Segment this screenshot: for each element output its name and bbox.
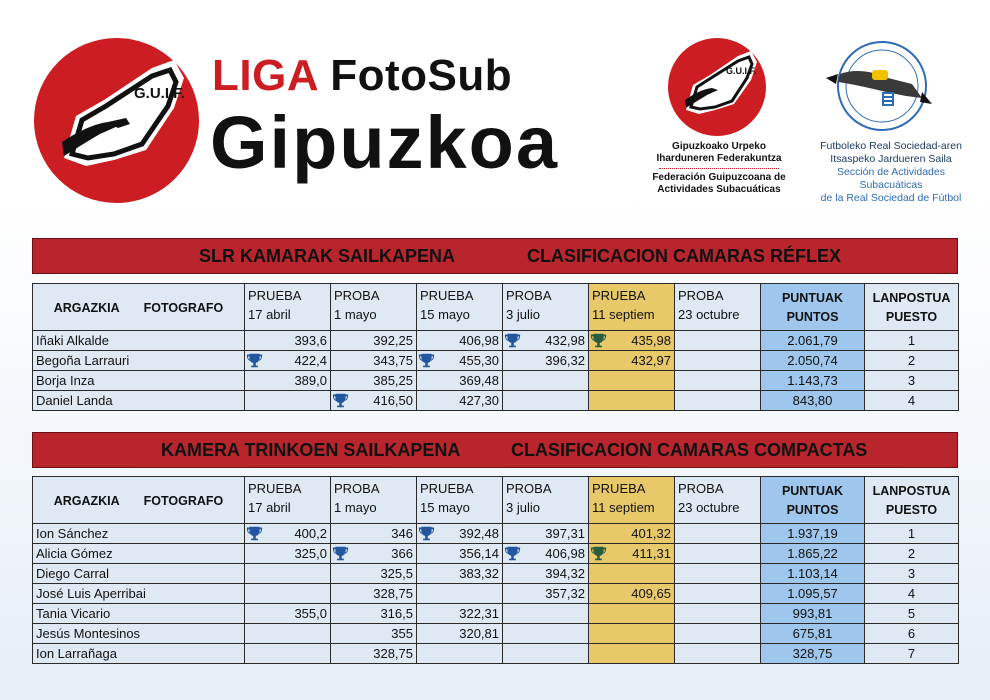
- fotosub-word: FotoSub: [330, 51, 513, 100]
- score-cell: 392,25: [331, 331, 417, 351]
- total-points: 2.061,79: [761, 331, 865, 351]
- trophy-icon: [418, 352, 435, 369]
- score-cell: [589, 624, 675, 644]
- table-row: [33, 331, 959, 351]
- score-cell: 406,98: [417, 331, 503, 351]
- trophy-icon: [332, 545, 349, 562]
- slr-header-row: [33, 284, 959, 331]
- score-cell: 432,98: [503, 331, 589, 351]
- score-cell: [245, 391, 331, 411]
- score-cell: [503, 391, 589, 411]
- slr-title-spanish: CLASIFICACION CAMARAS RÉFLEX: [527, 246, 841, 266]
- score-cell: 397,31: [503, 524, 589, 544]
- score-cell: 406,98: [503, 544, 589, 564]
- round-1-header: PRUEBA 17 abril: [245, 477, 331, 524]
- league-title: [212, 52, 512, 100]
- total-points: 1.143,73: [761, 371, 865, 391]
- score-cell: 357,32: [503, 584, 589, 604]
- score-cell: 316,5: [331, 604, 417, 624]
- score-cell: 366: [331, 544, 417, 564]
- score-cell: [675, 544, 761, 564]
- score-cell: [675, 604, 761, 624]
- total-points: 1.937,19: [761, 524, 865, 544]
- round-2-header: PROBA 1 mayo: [331, 284, 417, 331]
- total-points: 2.050,74: [761, 351, 865, 371]
- photographer-name: Ion Sánchez: [33, 524, 245, 544]
- score-cell: [503, 604, 589, 624]
- trophy-icon: [246, 525, 263, 542]
- score-cell: 346: [331, 524, 417, 544]
- score-cell: 427,30: [417, 391, 503, 411]
- trophy-icon: [332, 392, 349, 409]
- total-points: 1.103,14: [761, 564, 865, 584]
- score-cell: [417, 644, 503, 664]
- score-cell: 355: [331, 624, 417, 644]
- round-5-header: PRUEBA 11 septiem: [589, 477, 675, 524]
- round-5-header: PRUEBA 11 septiem: [589, 284, 675, 331]
- score-cell: [675, 351, 761, 371]
- trophy-icon: [504, 545, 521, 562]
- total-points: 675,81: [761, 624, 865, 644]
- trophy-icon: [418, 525, 435, 542]
- position-value: 1: [865, 331, 959, 351]
- score-cell: [589, 644, 675, 664]
- trophy-icon: [590, 332, 607, 349]
- compact-section-banner: [32, 432, 958, 468]
- table-row: [33, 644, 959, 664]
- score-cell: [245, 584, 331, 604]
- position-value: 3: [865, 564, 959, 584]
- total-points: 1.095,57: [761, 584, 865, 604]
- score-cell: 383,32: [417, 564, 503, 584]
- score-cell: [503, 644, 589, 664]
- slr-title-basque: SLR KAMARAK SAILKAPENA: [199, 246, 455, 266]
- slr-ranking-table: [32, 283, 959, 411]
- photographer-name: Alicia Gómez: [33, 544, 245, 564]
- position-value: 6: [865, 624, 959, 644]
- table-row: [33, 371, 959, 391]
- score-cell: 328,75: [331, 644, 417, 664]
- score-cell: 320,81: [417, 624, 503, 644]
- score-cell: [675, 624, 761, 644]
- table-row: [33, 391, 959, 411]
- score-cell: 325,0: [245, 544, 331, 564]
- score-cell: [417, 584, 503, 604]
- photographer-column-header: ARGAZKIA FOTOGRAFO: [33, 477, 245, 524]
- score-cell: [503, 624, 589, 644]
- total-points: 993,81: [761, 604, 865, 624]
- photographer-column-header: ARGAZKIA FOTOGRAFO: [33, 284, 245, 331]
- score-cell: [589, 391, 675, 411]
- score-cell: [675, 644, 761, 664]
- federation-logo: [668, 38, 766, 136]
- score-cell: 394,32: [503, 564, 589, 584]
- score-cell: 411,31: [589, 544, 675, 564]
- region-title: Gipuzkoa: [210, 101, 560, 184]
- score-cell: [675, 371, 761, 391]
- position-value: 2: [865, 544, 959, 564]
- position-value: 4: [865, 584, 959, 604]
- liga-word: LIGA: [212, 51, 318, 100]
- photographer-name: Begoña Larrauri: [33, 351, 245, 371]
- photographer-name: José Luis Aperribai: [33, 584, 245, 604]
- photographer-name: Borja Inza: [33, 371, 245, 391]
- score-cell: [245, 644, 331, 664]
- score-cell: 393,6: [245, 331, 331, 351]
- table-row: [33, 584, 959, 604]
- score-cell: 432,97: [589, 351, 675, 371]
- score-cell: [675, 524, 761, 544]
- round-3-header: PRUEBA 15 mayo: [417, 477, 503, 524]
- score-cell: 355,0: [245, 604, 331, 624]
- score-cell: [589, 564, 675, 584]
- round-3-header: PRUEBA 15 mayo: [417, 284, 503, 331]
- svg-text:G.U.I.F.: G.U.I.F.: [726, 66, 757, 76]
- score-cell: 422,4: [245, 351, 331, 371]
- federation-name: Gipuzkoako Urpeko Iharduneren Federakuntza Federación Guipuzcoana de Actividades Subacuáticas: [652, 141, 786, 195]
- trophy-icon: [590, 545, 607, 562]
- photographer-name: Ion Larrañaga: [33, 644, 245, 664]
- score-cell: [589, 604, 675, 624]
- score-cell: [675, 391, 761, 411]
- points-header: PUNTUAK PUNTOS: [761, 284, 865, 331]
- total-points: 843,80: [761, 391, 865, 411]
- table-row: [33, 524, 959, 544]
- score-cell: 416,50: [331, 391, 417, 411]
- score-cell: 392,48: [417, 524, 503, 544]
- position-value: 2: [865, 351, 959, 371]
- position-value: 7: [865, 644, 959, 664]
- trophy-icon: [504, 332, 521, 349]
- score-cell: [675, 584, 761, 604]
- photographer-name: Iñaki Alkalde: [33, 331, 245, 351]
- position-value: 4: [865, 391, 959, 411]
- table-row: [33, 604, 959, 624]
- round-4-header: PROBA 3 julio: [503, 477, 589, 524]
- round-2-header: PROBA 1 mayo: [331, 477, 417, 524]
- score-cell: 385,25: [331, 371, 417, 391]
- position-header: LANPOSTUA PUESTO: [865, 284, 959, 331]
- score-cell: 401,32: [589, 524, 675, 544]
- table-row: [33, 544, 959, 564]
- compact-header-row: [33, 477, 959, 524]
- real-sociedad-diver-logo: [822, 38, 934, 134]
- score-cell: [503, 371, 589, 391]
- score-cell: 400,2: [245, 524, 331, 544]
- round-1-header: PRUEBA 17 abril: [245, 284, 331, 331]
- guif-logo: [34, 38, 199, 203]
- federation-divider: [659, 168, 779, 169]
- position-value: 1: [865, 524, 959, 544]
- score-cell: 322,31: [417, 604, 503, 624]
- table-row: [33, 564, 959, 584]
- total-points: 328,75: [761, 644, 865, 664]
- total-points: 1.865,22: [761, 544, 865, 564]
- round-6-header: PROBA 23 octubre: [675, 477, 761, 524]
- trophy-icon: [246, 352, 263, 369]
- score-cell: 389,0: [245, 371, 331, 391]
- table-row: [33, 351, 959, 371]
- slr-section-banner: [32, 238, 958, 274]
- score-cell: 396,32: [503, 351, 589, 371]
- photographer-name: Jesús Montesinos: [33, 624, 245, 644]
- compact-title-spanish: CLASIFICACION CAMARAS COMPACTAS: [511, 440, 868, 460]
- table-row: [33, 624, 959, 644]
- round-6-header: PROBA 23 octubre: [675, 284, 761, 331]
- position-value: 5: [865, 604, 959, 624]
- real-sociedad-name: Futboleko Real Sociedad-aren Itsaspeko Jardueren Saila Sección de Actividades Subacuáticas de la Real Sociedad de Fútbol: [820, 140, 962, 204]
- score-cell: 356,14: [417, 544, 503, 564]
- score-cell: [245, 624, 331, 644]
- score-cell: 369,48: [417, 371, 503, 391]
- score-cell: [675, 331, 761, 351]
- compact-title-basque: KAMERA TRINKOEN SAILKAPENA: [161, 440, 461, 460]
- photographer-name: Daniel Landa: [33, 391, 245, 411]
- score-cell: 328,75: [331, 584, 417, 604]
- compact-ranking-table: [32, 476, 959, 664]
- round-4-header: PROBA 3 julio: [503, 284, 589, 331]
- score-cell: 435,98: [589, 331, 675, 351]
- svg-text:G.U.I.F.: G.U.I.F.: [134, 85, 185, 102]
- photographer-name: Diego Carral: [33, 564, 245, 584]
- score-cell: [245, 564, 331, 584]
- score-cell: [589, 371, 675, 391]
- score-cell: 455,30: [417, 351, 503, 371]
- position-header: LANPOSTUA PUESTO: [865, 477, 959, 524]
- score-cell: 409,65: [589, 584, 675, 604]
- position-value: 3: [865, 371, 959, 391]
- score-cell: 325,5: [331, 564, 417, 584]
- photographer-name: Tania Vicario: [33, 604, 245, 624]
- points-header: PUNTUAK PUNTOS: [761, 477, 865, 524]
- score-cell: [675, 564, 761, 584]
- score-cell: 343,75: [331, 351, 417, 371]
